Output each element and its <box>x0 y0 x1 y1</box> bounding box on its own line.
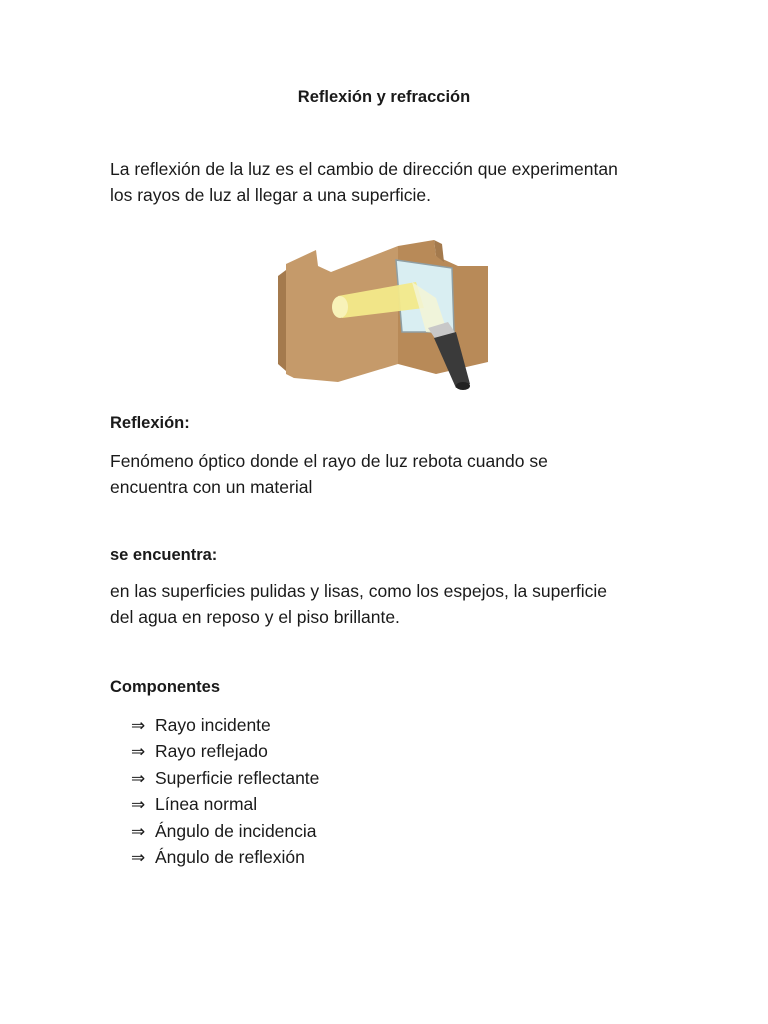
list-item <box>131 818 319 844</box>
encuentra-paragraph <box>110 578 658 630</box>
list-item-label: Ángulo de incidencia <box>155 820 317 841</box>
list-item <box>131 765 319 791</box>
intro-line-2: los rayos de luz al llegar a una superficie. <box>110 185 432 205</box>
light-beam-end <box>332 296 348 318</box>
reflexion-line-1: Fenómeno óptico donde el rayo de luz rebota cuando se <box>110 451 548 471</box>
encuentra-heading: se encuentra: <box>110 546 218 564</box>
list-item <box>131 738 319 764</box>
componentes-heading: Componentes <box>110 678 221 696</box>
flashlight-tail <box>456 382 470 390</box>
list-item-label: Rayo reflejado <box>155 741 268 762</box>
right-double-arrow-icon: ⇒ <box>131 847 146 868</box>
components-list <box>131 712 319 870</box>
encuentra-line-2: del agua en reposo y el piso brillante. <box>110 607 400 627</box>
right-double-arrow-icon: ⇒ <box>131 768 146 789</box>
right-double-arrow-icon: ⇒ <box>131 742 146 763</box>
list-item <box>131 844 319 870</box>
right-double-arrow-icon: ⇒ <box>131 821 146 842</box>
reflexion-paragraph <box>110 448 658 500</box>
flashlight-mirror-illustration <box>276 236 492 394</box>
list-item-label: Ángulo de reflexión <box>155 846 305 867</box>
intro-paragraph <box>110 156 658 208</box>
list-item <box>131 712 319 738</box>
list-item-label: Rayo incidente <box>155 715 271 735</box>
reflexion-heading: Reflexión: <box>110 414 190 432</box>
list-item <box>131 791 319 817</box>
list-item-label: Línea normal <box>155 794 258 815</box>
list-item-label: Superficie reflectante <box>155 767 320 788</box>
page-title: Reflexión y refracción <box>297 88 471 106</box>
intro-line-1: La reflexión de la luz es el cambio de dirección que experimentan <box>110 159 618 179</box>
reflexion-line-2: encuentra con un material <box>110 477 313 497</box>
right-double-arrow-icon: ⇒ <box>131 716 146 736</box>
encuentra-line-1: en las superficies pulidas y lisas, como los espejos, la superficie <box>110 581 608 601</box>
right-double-arrow-icon: ⇒ <box>131 795 146 816</box>
